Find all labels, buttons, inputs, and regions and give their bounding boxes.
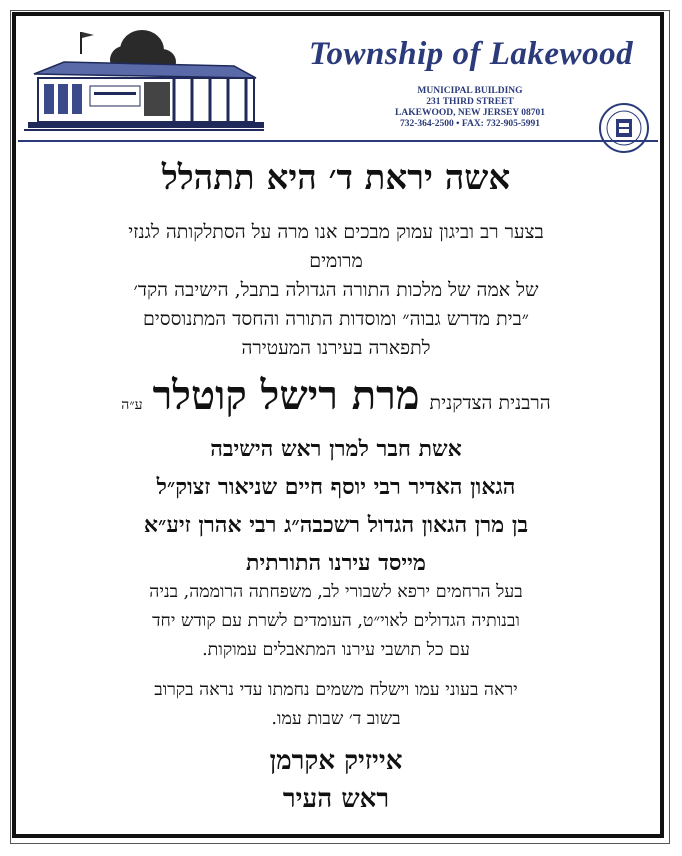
township-seal-icon — [598, 102, 650, 154]
signature-name: אייזיק אקרמן — [269, 746, 403, 776]
notice-heading: אשה יראת ד׳ היא תתהלל — [161, 158, 511, 198]
deceased-prefix: הרבנית הצדקנית — [429, 392, 551, 414]
header-divider — [18, 140, 658, 142]
lineage-line: מייסד עירנו התורתית — [246, 550, 426, 576]
municipal-building-illustration — [24, 22, 264, 132]
deceased-line — [30, 372, 642, 419]
condolence-line: ובנותיה הגדולים לאוי״ט, העומדים לשרת עם קודש יחד — [152, 611, 520, 631]
letterhead — [16, 16, 660, 136]
deceased-suffix: ע״ה — [121, 397, 143, 413]
intro-line: מרומים — [309, 250, 363, 272]
blessing-paragraph — [30, 676, 642, 734]
deceased-name: מרת רישל קוטלר — [152, 372, 420, 419]
lineage-block — [30, 430, 642, 582]
signature-block — [30, 742, 642, 818]
lineage-line: אשת חבר למרן ראש הישיבה — [210, 436, 462, 462]
intro-paragraph — [30, 218, 642, 363]
lineage-line: הגאון האדיר רבי יוסף חיים שניאור זצוק״ל — [156, 474, 516, 500]
condolence-line: בעל הרחמים ירפא לשבורי לב, משפחתה הרוממה, בניה — [149, 582, 523, 602]
intro-line: של אמה של מלכות התורה הגדולה בתבל, הישיבה הקד׳ — [133, 279, 539, 301]
blessing-line: בשוב ד׳ שבות עמו. — [271, 709, 401, 729]
lineage-line: בן מרן הגאון הגדול רשכבה״ג רבי אהרן זיע״א — [143, 512, 529, 538]
intro-line: בצער רב וביגון עמוק מבכים אנו מרה על הסתלקותה לגנזי — [128, 221, 544, 243]
condolence-line: עם כל תושבי עירנו המתאבלים עמוקות. — [202, 640, 470, 660]
signature-title: ראש העיר — [282, 784, 390, 814]
condolence-paragraph — [30, 578, 642, 665]
intro-line: לתפארה בעירנו המעטירה — [241, 337, 431, 359]
address-line: 231 THIRD STREET — [426, 97, 514, 107]
address-line: LAKEWOOD, NEW JERSEY 08701 — [395, 108, 545, 118]
township-title: Township of Lakewood — [308, 36, 634, 72]
blessing-line: יראה בעוני עמו וישלח משמים נחמתו עדי נראה בקרוב — [154, 680, 518, 700]
municipal-address — [346, 86, 594, 130]
address-line: MUNICIPAL BUILDING — [417, 86, 523, 96]
intro-line: ״בית מדרש גבוה״ ומוסדות התורה והחסד המתנוססים — [142, 308, 530, 330]
address-line: 732-364-2500 • FAX: 732-905-5991 — [399, 119, 541, 129]
